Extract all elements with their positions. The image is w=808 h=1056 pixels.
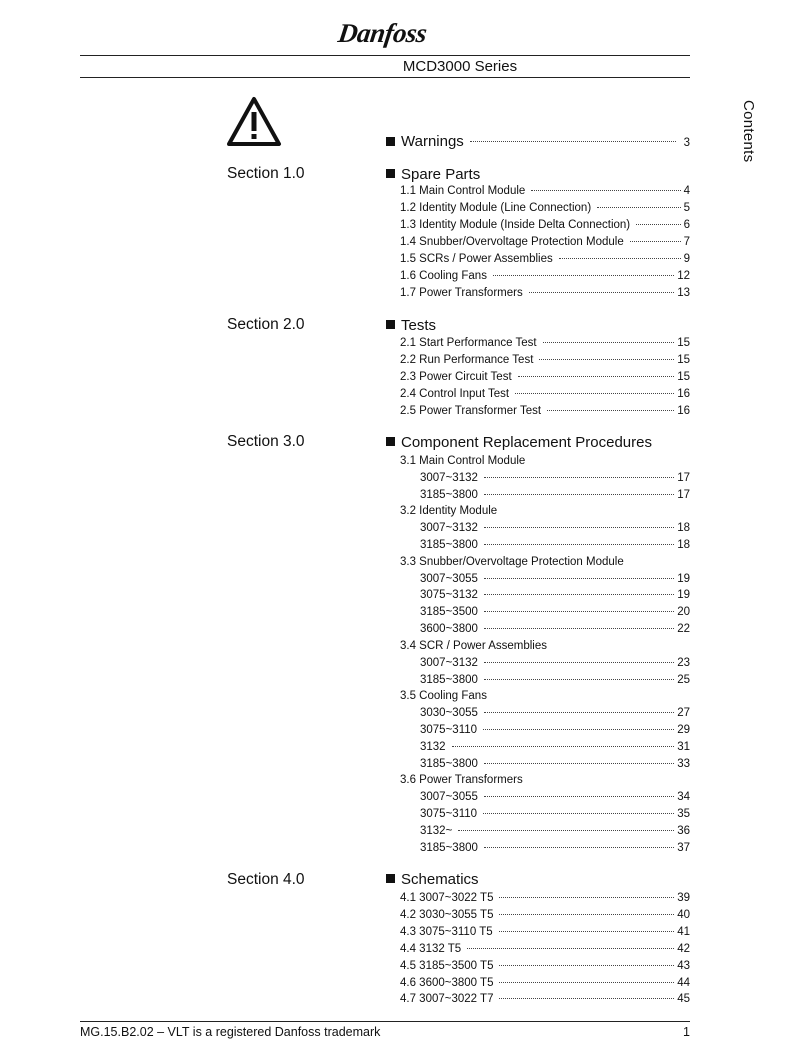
toc-entry-text: 3132: [420, 741, 446, 753]
toc-entry-text: 3007~3132: [420, 657, 478, 669]
toc-entry-page: 19: [677, 589, 690, 601]
dot-leader: [484, 662, 674, 663]
dot-leader: [458, 830, 674, 831]
toc-entry-page: 34: [677, 791, 690, 803]
footer-page-number: 1: [683, 1025, 690, 1039]
toc-entry-page: 45: [677, 993, 690, 1005]
toc-entry-page: 33: [677, 758, 690, 770]
toc-entry[interactable]: [400, 958, 690, 974]
toc-entry-page: 7: [683, 236, 690, 248]
toc-entry-text: 2.5 Power Transformer Test: [400, 405, 542, 417]
dot-leader: [630, 241, 681, 242]
section-4-heading-text: Schematics: [401, 871, 479, 888]
dot-leader: [484, 578, 674, 579]
section-2-heading-text: Tests: [401, 317, 437, 334]
toc-entry-text: 1.6 Cooling Fans: [400, 270, 487, 282]
section-1-label: Section 1.0: [227, 165, 305, 182]
danfoss-logo: Danfoss: [336, 18, 429, 48]
section-2-label: Section 2.0: [227, 316, 305, 333]
toc-entry[interactable]: [400, 335, 690, 351]
toc-group-title[interactable]: [400, 638, 690, 654]
toc-entry-text: 3007~3055: [420, 573, 478, 585]
toc-entry-page: 6: [683, 219, 690, 231]
dot-leader: [531, 190, 680, 191]
section-4-label: Section 4.0: [227, 871, 305, 888]
toc-group-title[interactable]: [400, 503, 690, 519]
toc-entry[interactable]: [400, 217, 690, 233]
toc-group-title[interactable]: [400, 453, 690, 469]
dot-leader: [484, 763, 674, 764]
toc-group-title[interactable]: [400, 688, 690, 704]
toc-entry-page: 15: [677, 371, 690, 383]
toc-entry[interactable]: [400, 403, 690, 419]
toc-entry-page: 36: [677, 825, 690, 837]
warning-triangle-icon: [226, 96, 282, 148]
dot-leader: [499, 965, 674, 966]
toc-entry[interactable]: [420, 470, 690, 486]
toc-entry-text: 3075~3110: [420, 724, 478, 736]
dot-leader: [470, 141, 676, 142]
section-2-heading: [386, 316, 436, 336]
dot-leader: [483, 813, 674, 814]
contents-side-tab: Contents: [740, 100, 757, 163]
dot-leader: [484, 477, 674, 478]
dot-leader: [493, 275, 674, 276]
toc-entry-text: 1.4 Snubber/Overvoltage Protection Module: [400, 236, 624, 248]
toc-entry[interactable]: [420, 722, 690, 738]
toc-entry[interactable]: [420, 672, 690, 688]
toc-entry[interactable]: [400, 234, 690, 250]
toc-entry[interactable]: [420, 840, 690, 856]
toc-group-title-text: 3.3 Snubber/Overvoltage Protection Module: [400, 556, 624, 568]
toc-entry-text: 1.5 SCRs / Power Assemblies: [400, 253, 553, 265]
toc-entry-text: 3185~3800: [420, 539, 478, 551]
dot-leader: [484, 712, 674, 713]
bullet-square-icon: [386, 137, 395, 146]
toc-entry[interactable]: [420, 621, 690, 637]
toc-entry[interactable]: [420, 604, 690, 620]
toc-entry-text: 3030~3055: [420, 707, 478, 719]
toc-warnings-label: Warnings: [401, 133, 464, 150]
toc-entry-text: 3007~3055: [420, 791, 478, 803]
toc-entry[interactable]: [400, 268, 690, 284]
toc-entry[interactable]: [420, 823, 690, 839]
dot-leader: [484, 494, 674, 495]
toc-group-title[interactable]: [400, 554, 690, 570]
toc-entry-text: 3185~3800: [420, 489, 478, 501]
toc-entry[interactable]: [420, 487, 690, 503]
toc-entry[interactable]: [420, 756, 690, 772]
toc-entry-text: 4.4 3132 T5: [400, 943, 462, 955]
dot-leader: [467, 948, 674, 949]
toc-entry[interactable]: [400, 907, 690, 923]
toc-entry-page: 17: [677, 489, 690, 501]
dot-leader: [499, 982, 674, 983]
toc-group-title-text: 3.1 Main Control Module: [400, 455, 526, 467]
dot-leader: [499, 998, 674, 999]
toc-entry-text: 2.4 Control Input Test: [400, 388, 510, 400]
toc-entry[interactable]: [420, 520, 690, 536]
toc-group-title[interactable]: [400, 772, 690, 788]
section-1-heading: [386, 165, 480, 185]
dot-leader: [484, 594, 674, 595]
toc-entry-text: 3132~: [420, 825, 453, 837]
toc-entry-text: 4.3 3075~3110 T5: [400, 926, 493, 938]
toc-entry-page: 22: [677, 623, 690, 635]
toc-entry-page: 44: [677, 977, 690, 989]
toc-entry-text: 4.1 3007~3022 T5: [400, 892, 494, 904]
toc-entry-page: 20: [677, 606, 690, 618]
toc-entry[interactable]: [400, 991, 690, 1007]
toc-group-title-text: 3.5 Cooling Fans: [400, 690, 487, 702]
dot-leader: [543, 342, 675, 343]
toc-entry-page: 23: [677, 657, 690, 669]
toc-entry-page: 18: [677, 522, 690, 534]
dot-leader: [518, 376, 675, 377]
toc-entry-text: 1.7 Power Transformers: [400, 287, 523, 299]
toc-entry-page: 4: [683, 185, 690, 197]
toc-entry[interactable]: [400, 386, 690, 402]
toc-entry[interactable]: [420, 587, 690, 603]
toc-entry[interactable]: [400, 251, 690, 267]
toc-entry-text: 3185~3800: [420, 758, 478, 770]
toc-entry-page: 16: [677, 388, 690, 400]
footer-rule: [80, 1021, 690, 1022]
toc-entry[interactable]: [400, 890, 690, 906]
toc-entry[interactable]: [400, 369, 690, 385]
toc-entry[interactable]: [420, 705, 690, 721]
toc-entry-page: 15: [677, 337, 690, 349]
toc-entry-page: 16: [677, 405, 690, 417]
toc-entry-page: 9: [683, 253, 690, 265]
toc-entry[interactable]: [400, 352, 690, 368]
toc-entry-page: 42: [677, 943, 690, 955]
section-1-heading-text: Spare Parts: [401, 166, 481, 183]
dot-leader: [529, 292, 674, 293]
dot-leader: [499, 914, 674, 915]
toc-entry[interactable]: [400, 924, 690, 940]
toc-entry-page: 5: [683, 202, 690, 214]
dot-leader: [484, 679, 674, 680]
header-rule-lower: [80, 77, 690, 78]
toc-entry-text: 1.1 Main Control Module: [400, 185, 526, 197]
bullet-square-icon: [386, 437, 395, 446]
dot-leader: [547, 410, 674, 411]
section-3-label: Section 3.0: [227, 433, 305, 450]
toc-entry-text: 2.2 Run Performance Test: [400, 354, 534, 366]
toc-entry-page: 29: [677, 724, 690, 736]
toc-entry-page: 41: [677, 926, 690, 938]
bullet-square-icon: [386, 320, 395, 329]
toc-entry-page: 25: [677, 674, 690, 686]
toc-entry-text: 2.1 Start Performance Test: [400, 337, 537, 349]
toc-group-title-text: 3.4 SCR / Power Assemblies: [400, 640, 548, 652]
dot-leader: [499, 897, 674, 898]
toc-entry-text: 3185~3800: [420, 842, 478, 854]
dot-leader: [499, 931, 675, 932]
toc-entry-text: 1.3 Identity Module (Inside Delta Connection): [400, 219, 631, 231]
dot-leader: [515, 393, 674, 394]
toc-entry[interactable]: [400, 200, 690, 216]
dot-leader: [484, 611, 674, 612]
toc-entry-page: 15: [677, 354, 690, 366]
toc-entry-text: 3600~3800: [420, 623, 478, 635]
toc-entry[interactable]: [400, 975, 690, 991]
toc-entry-page: 19: [677, 573, 690, 585]
toc-entry[interactable]: [420, 537, 690, 553]
toc-entry-text: 2.3 Power Circuit Test: [400, 371, 512, 383]
toc-entry[interactable]: [400, 941, 690, 957]
section-4-heading: [386, 870, 479, 890]
dot-leader: [452, 746, 675, 747]
toc-warnings-page: 3: [683, 137, 690, 149]
section-3-heading: [386, 433, 652, 453]
section-3-heading-text: Component Replacement Procedures: [401, 434, 652, 451]
header-rule: [80, 55, 690, 56]
footer-trademark-note: MG.15.B2.02 – VLT is a registered Danfoss trademark: [80, 1025, 381, 1039]
dot-leader: [483, 729, 674, 730]
dot-leader: [539, 359, 674, 360]
toc-entry-text: 3007~3132: [420, 522, 478, 534]
dot-leader: [559, 258, 681, 259]
toc-entry-text: 3185~3500: [420, 606, 478, 618]
toc-entry-page: 18: [677, 539, 690, 551]
toc-group-title-text: 3.6 Power Transformers: [400, 774, 523, 786]
toc-entry-text: 3185~3800: [420, 674, 478, 686]
dot-leader: [484, 544, 674, 545]
toc-entry-page: 27: [677, 707, 690, 719]
toc-entry[interactable]: [400, 285, 690, 301]
dot-leader: [484, 527, 674, 528]
dot-leader: [484, 628, 674, 629]
toc-entry-page: 43: [677, 960, 690, 972]
toc-entry-page: 40: [677, 909, 690, 921]
toc-entry-page: 31: [677, 741, 690, 753]
toc-entry[interactable]: [420, 655, 690, 671]
bullet-square-icon: [386, 169, 395, 178]
toc-entry-page: 39: [677, 892, 690, 904]
toc-entry[interactable]: [400, 183, 690, 199]
toc-entry-text: 3007~3132: [420, 472, 478, 484]
toc-entry-text: 3075~3132: [420, 589, 478, 601]
toc-entry-page: 17: [677, 472, 690, 484]
toc-entry-text: 4.7 3007~3022 T7: [400, 993, 494, 1005]
toc-entry-page: 37: [677, 842, 690, 854]
toc-entry[interactable]: [420, 789, 690, 805]
toc-group-title-text: 3.2 Identity Module: [400, 505, 498, 517]
toc-entry-page: 35: [677, 808, 690, 820]
toc-entry[interactable]: [420, 571, 690, 587]
toc-warnings[interactable]: [386, 133, 690, 153]
toc-entry-text: 4.2 3030~3055 T5: [400, 909, 494, 921]
toc-entry-text: 4.6 3600~3800 T5: [400, 977, 494, 989]
toc-entry-text: 1.2 Identity Module (Line Connection): [400, 202, 592, 214]
toc-entry-page: 13: [677, 287, 690, 299]
dot-leader: [597, 207, 680, 208]
toc-entry-text: 4.5 3185~3500 T5: [400, 960, 494, 972]
dot-leader: [484, 796, 674, 797]
toc-entry-page: 12: [677, 270, 690, 282]
toc-entry-text: 3075~3110: [420, 808, 478, 820]
toc-entry[interactable]: [420, 806, 690, 822]
dot-leader: [484, 847, 674, 848]
series-title: MCD3000 Series: [402, 58, 518, 75]
bullet-square-icon: [386, 874, 395, 883]
dot-leader: [636, 224, 680, 225]
toc-entry[interactable]: [420, 739, 690, 755]
